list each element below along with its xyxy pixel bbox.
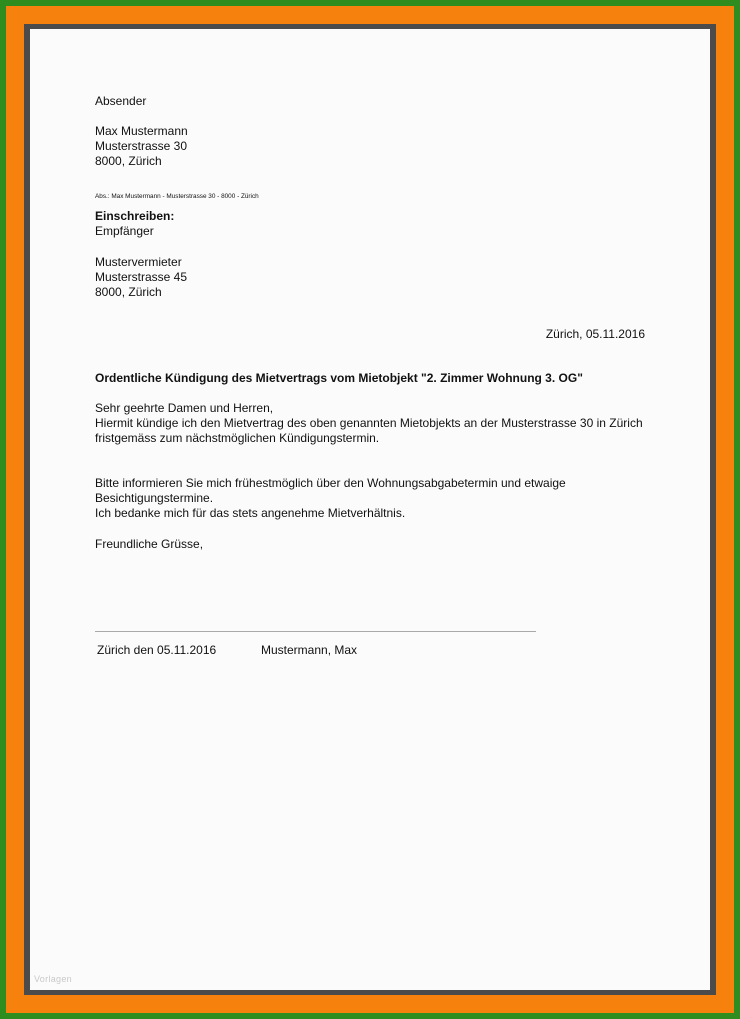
recipient-address xyxy=(95,255,187,300)
paragraph-2 xyxy=(95,476,566,521)
recipient-block xyxy=(95,209,174,239)
sender-street: Musterstrasse 30 xyxy=(95,139,188,153)
watermark: Vorlagen xyxy=(34,974,72,984)
recipient-name: Mustervermieter xyxy=(95,255,182,269)
closing: Freundliche Grüsse, xyxy=(95,537,204,551)
paragraph-1-line-3: fristgemäss zum nächstmöglichen Kündigungstermin. xyxy=(95,431,380,445)
sender-city: 8000, Zürich xyxy=(95,154,162,168)
letter-page xyxy=(30,29,710,990)
signature-place-date: Zürich den 05.11.2016 xyxy=(97,643,217,657)
paragraph-2-line-1: Bitte informieren Sie mich frühestmöglich über den Wohnungsabgabetermin und etwaige xyxy=(95,476,566,490)
recipient-city: 8000, Zürich xyxy=(95,285,162,299)
place-date: Zürich, 05.11.2016 xyxy=(545,327,645,341)
recipient-street: Musterstrasse 45 xyxy=(95,270,188,284)
paragraph-2-line-2: Besichtigungstermine. xyxy=(95,491,214,505)
recipient-heading: Einschreiben: xyxy=(95,209,175,223)
sender-address xyxy=(95,124,188,169)
paragraph-1 xyxy=(95,401,643,446)
sender-label: Absender xyxy=(95,94,147,108)
signature-line xyxy=(95,631,536,632)
sender-name: Max Mustermann xyxy=(95,124,188,138)
paragraph-1-line-2: Hiermit kündige ich den Mietvertrag des oben genannten Mietobjekts an der Musterstrasse 30 in Zürich xyxy=(95,416,643,430)
return-address-line: Abs.: Max Mustermann - Musterstrasse 30 - 8000 - Zürich xyxy=(95,193,259,200)
signature-name: Mustermann, Max xyxy=(261,643,358,657)
salutation: Sehr geehrte Damen und Herren, xyxy=(95,401,274,415)
paragraph-2-line-3: Ich bedanke mich für das stets angenehme Mietverhältnis. xyxy=(95,506,406,520)
letter-subject: Ordentliche Kündigung des Mietvertrags vom Mietobjekt "2. Zimmer Wohnung 3. OG" xyxy=(95,371,583,385)
recipient-label: Empfänger xyxy=(95,224,154,238)
